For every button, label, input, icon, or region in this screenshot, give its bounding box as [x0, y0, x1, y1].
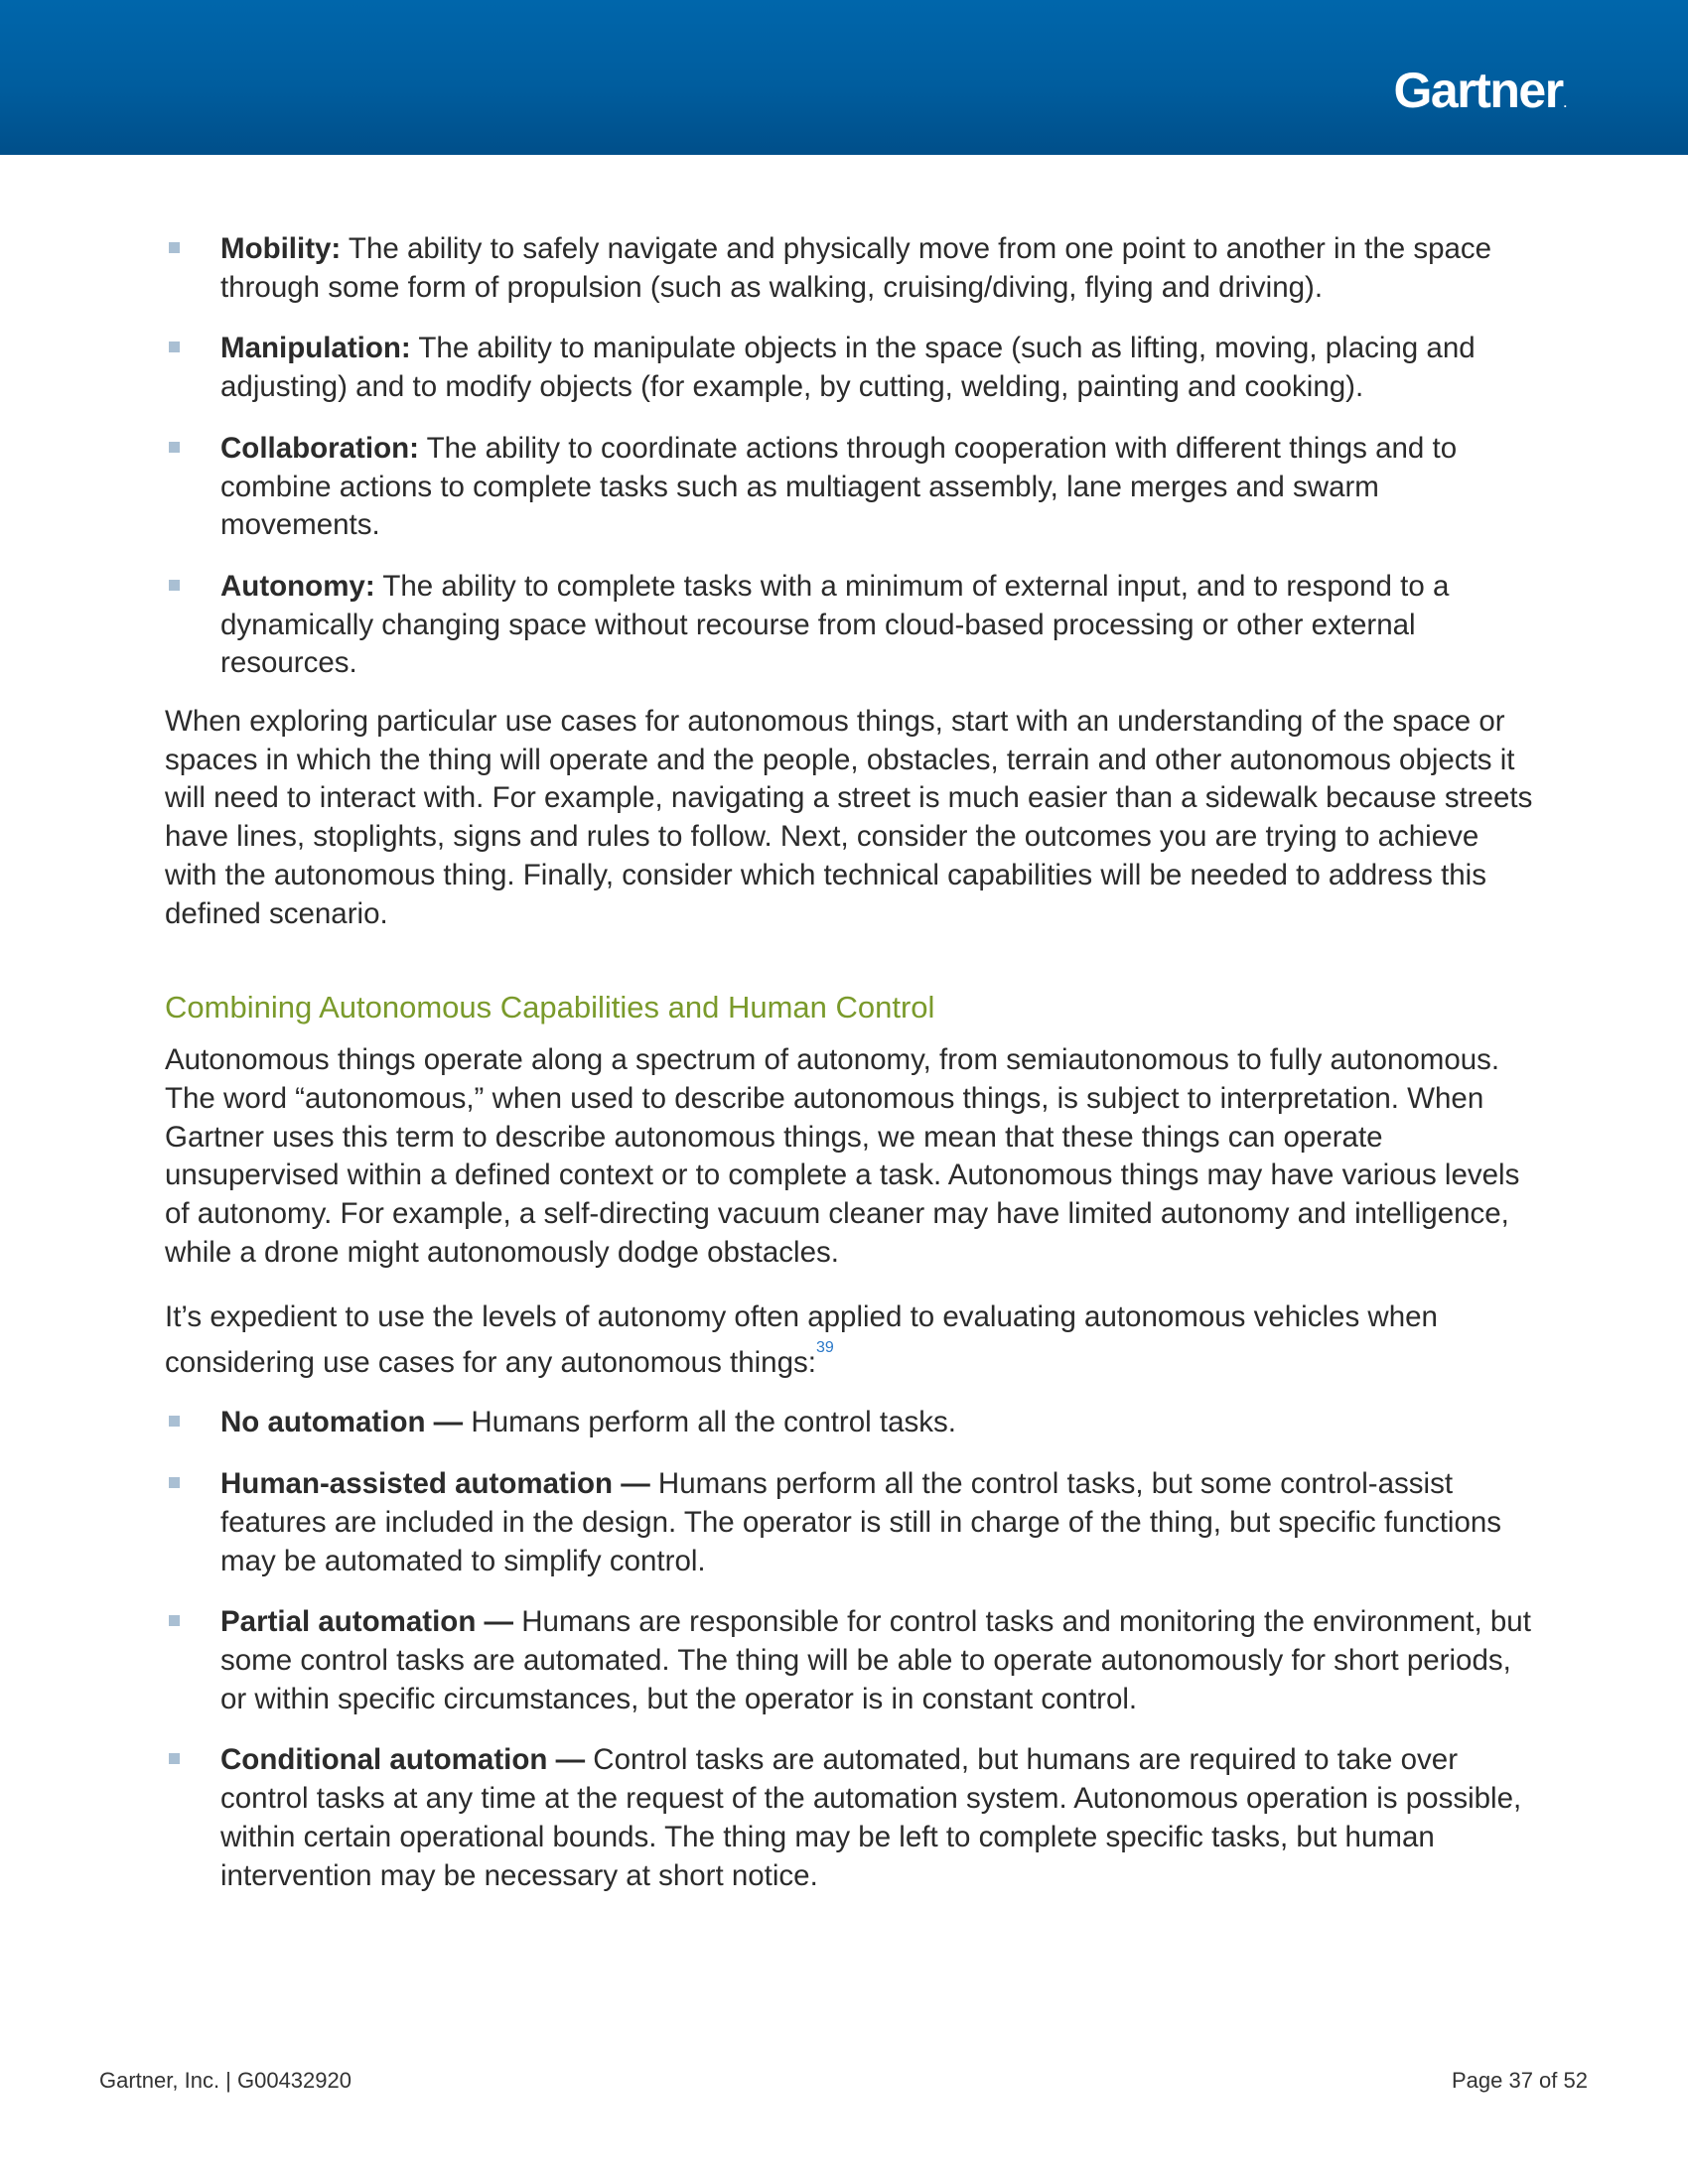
list-item [165, 1404, 1535, 1442]
list-item-text: Control tasks are automated, but humans are required to take over control tasks at any time at the request of the automation system. Autonomous operation is possible, within certain operational bounds. The thing may be left to complete specific tasks, but human intervention may be necessary at short notice. [220, 1743, 1522, 1892]
use-cases-paragraph: When exploring particular use cases for autonomous things, start with an understanding of the space or spaces in which the thing will operate and the people, obstacles, terrain and other autonomous objects it will need to interact with. For example, navigating a street is much easier than a sidewalk because streets have lines, stoplights, signs and rules to follow. Next, consider the outcomes you are trying to achieve with the autonomous thing. Finally, consider which technical capabilities will be needed to address this defined scenario. [165, 705, 1533, 930]
list-item-text: Humans perform all the control tasks, but some control-assist features are included in the design. The operator is still in charge of the thing, but specific functions may be automated to simplify control. [220, 1467, 1502, 1577]
section-heading: Combining Autonomous Capabilities and Human Control [165, 990, 935, 1025]
list-item-term: Human-assisted automation — [220, 1467, 650, 1501]
bullet-square-icon [169, 1477, 180, 1488]
bullet-square-icon [169, 442, 180, 453]
capabilities-list [165, 230, 1535, 683]
logo-dot: . [1563, 96, 1567, 110]
list-item-text: The ability to coordinate actions through cooperation with different things and to combine actions to complete tasks such as multiagent assembly, lane merges and swarm movements. [220, 431, 1458, 542]
list-item-term: Manipulation: [220, 332, 411, 365]
list-item-text: Humans perform all the control tasks. [463, 1406, 956, 1439]
bullet-square-icon [169, 580, 180, 591]
levels-intro-paragraph [165, 1295, 1535, 1386]
footer-page-number: Page 37 of 52 [1451, 2068, 1588, 2093]
bullet-square-icon [169, 1753, 180, 1764]
list-item-term: Partial automation — [220, 1605, 514, 1639]
automation-levels-list [165, 1404, 1535, 1895]
bullet-square-icon [169, 242, 180, 253]
list-item [165, 1465, 1535, 1580]
list-item [165, 1603, 1535, 1718]
list-item-term: Collaboration: [220, 431, 419, 465]
list-item-text: The ability to manipulate objects in the space (such as lifting, moving, placing and adjusting) and to modify objects (for example, by cutting, welding, painting and cooking). [220, 332, 1476, 404]
header-band [0, 0, 1688, 155]
page-content [165, 230, 1535, 1918]
list-item [165, 1741, 1535, 1895]
list-item [165, 330, 1535, 406]
list-item [165, 430, 1535, 545]
list-item [165, 568, 1535, 683]
list-item-term: No automation — [220, 1406, 464, 1439]
bullet-square-icon [169, 1416, 180, 1427]
list-item-text: Humans are responsible for control tasks and monitoring the environment, but some control tasks are automated. The thing will be able to operate autonomously for short periods, or within specific circumstances, but the operator is in constant control. [220, 1605, 1531, 1715]
list-item-term: Conditional automation — [220, 1743, 586, 1777]
citation-link[interactable]: 39 [815, 1339, 834, 1357]
list-item-text: The ability to complete tasks with a minimum of external input, and to respond to a dynamically changing space without recourse from cloud-based processing or other external resources. [220, 569, 1450, 680]
footer-document-id: Gartner, Inc. | G00432920 [99, 2068, 352, 2093]
bullet-square-icon [169, 1615, 180, 1626]
levels-intro-text: It’s expedient to use the levels of autonomy often applied to evaluating autonomous vehicles when considering use cases for any autonomous things: [165, 1300, 1438, 1380]
bullet-square-icon [169, 341, 180, 352]
list-item-term: Mobility: [220, 232, 342, 265]
list-item [165, 230, 1535, 307]
logo-text: Gartner [1393, 63, 1563, 118]
list-item-term: Autonomy: [220, 569, 375, 603]
list-item-text: The ability to safely navigate and physically move from one point to another in the space through some form of propulsion (such as walking, cruising/diving, flying and driving). [220, 232, 1492, 304]
autonomy-spectrum-paragraph: Autonomous things operate along a spectrum of autonomy, from semiautonomous to fully autonomous. The word “autonomous,” when used to describe autonomous things, is subject to interpretation. When Gartner uses this term to describe autonomous things, we mean that these things can operate unsupervised within a defined context or to complete a task. Autonomous things may have various levels of autonomy. For example, a self-directing vacuum cleaner may have limited autonomy and intelligence, while a drone might autonomously dodge obstacles. [165, 1043, 1520, 1269]
gartner-logo [1393, 63, 1567, 118]
